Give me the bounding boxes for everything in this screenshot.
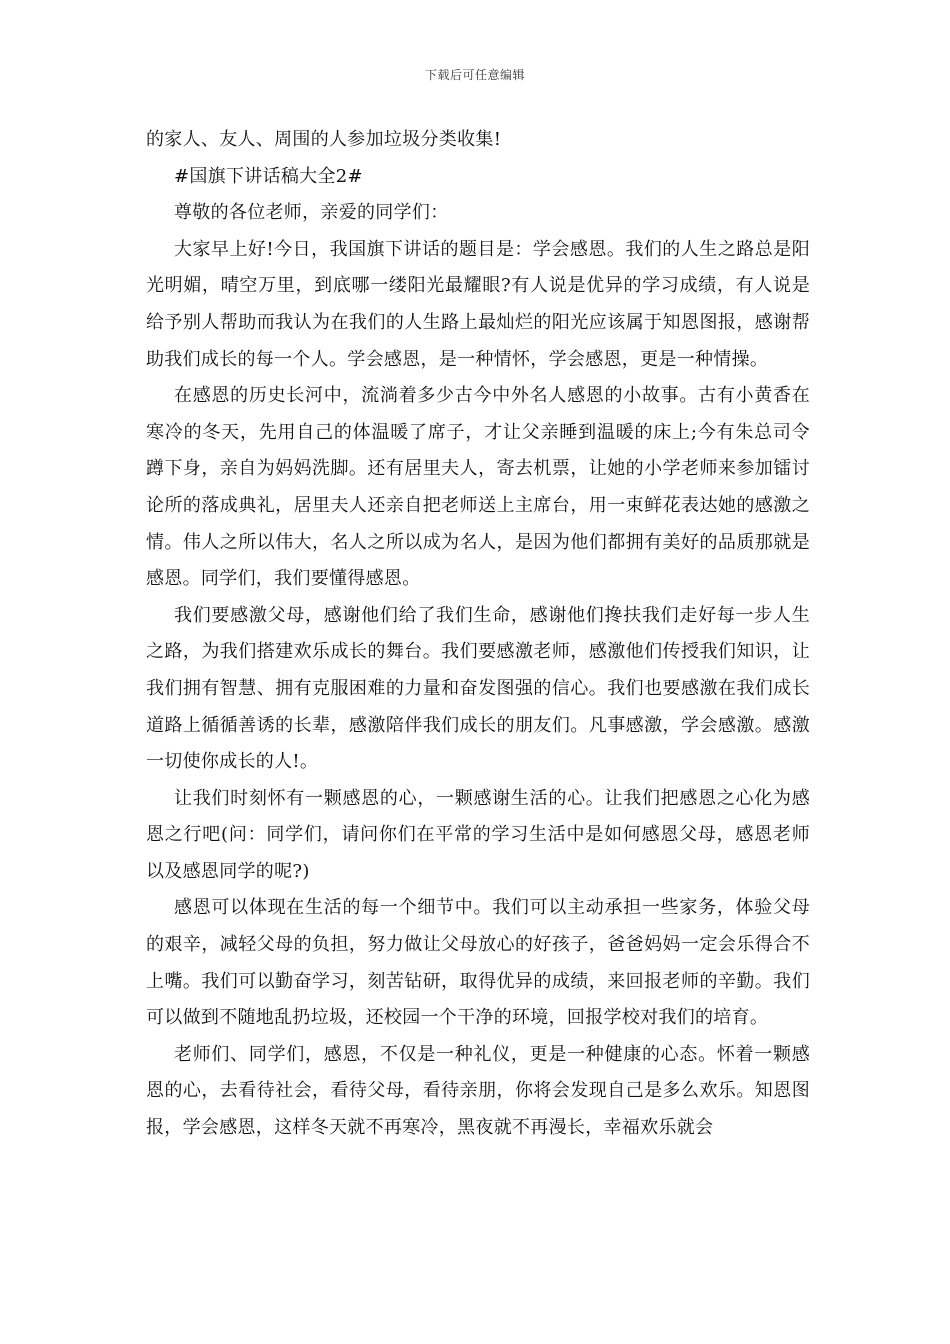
paragraph: 让我们时刻怀有一颗感恩的心，一颗感谢生活的心。让我们把感恩之心化为感恩之行吧(问：同学们，请问你们在平常的学习生活中是如何感恩父母，感恩老师以及感恩同学的呢?) <box>146 787 810 882</box>
salutation: 尊敬的各位老师，亲爱的同学们： <box>174 202 449 224</box>
page-header: 下载后可任意编辑 <box>424 68 525 82</box>
section-heading: #国旗下讲话稿大全2# <box>174 165 363 187</box>
paragraph: 感恩可以体现在生活的每一个细节中。我们可以主动承担一些家务，体验父母的艰辛，减轻父母的负担，努力做让父母放心的好孩子，爸爸妈妈一定会乐得合不上嘴。我们可以勤奋学习，刻苦钻研，取得优异的成绩，来回报老师的辛勤。我们可以做到不随地乱扔垃圾，还校园一个干净的环境，回报学校对我们的培育。 <box>146 897 810 1029</box>
paragraph: 大家早上好!今日，我国旗下讲话的题目是：学会感恩。我们的人生之路总是阳光明媚，晴空万里，到底哪一缕阳光最耀眼?有人说是优异的学习成绩，有人说是给予别人帮助而我认为在我们的人生路上最灿烂的阳光应该属于知恩图报，感谢帮助我们成长的每一个人。学会感恩，是一种情怀，学会感恩，更是一种情操。 <box>146 238 810 370</box>
paragraph-continuation: 的家人、友人、周围的人参加垃圾分类收集! <box>146 129 502 150</box>
paragraph: 我们要感激父母，感谢他们给了我们生命，感谢他们搀扶我们走好每一步人生之路，为我们搭建欢乐成长的舞台。我们要感激老师，感激他们传授我们知识，让我们拥有智慧、拥有克服困难的力量和奋发图强的信心。我们也要感激在我们成长道路上循循善诱的长辈，感激陪伴我们成长的朋友们。凡事感激，学会感激。感激一切使你成长的人!。 <box>146 604 810 773</box>
paragraph: 老师们、同学们，感恩，不仅是一种礼仪，更是一种健康的心态。怀着一颗感恩的心，去看待社会，看待父母，看待亲朋，你将会发现自己是多么欢乐。知恩图报，学会感恩，这样冬天就不再寒冷，黑夜就不再漫长，幸福欢乐就会 <box>146 1043 810 1139</box>
document-body <box>146 122 810 1147</box>
paragraph: 在感恩的历史长河中，流淌着多少古今中外名人感恩的小故事。古有小黄香在寒冷的冬天，先用自己的体温暖了席子，才让父亲睡到温暖的床上;今有朱总司令蹲下身，亲自为妈妈洗脚。还有居里夫人，寄去机票，让她的小学老师来参加镭讨论所的落成典礼，居里夫人还亲自把老师送上主席台，用一束鲜花表达她的感激之情。伟人之所以伟大，名人之所以成为名人，是因为他们都拥有美好的品质那就是感恩。同学们，我们要懂得感恩。 <box>146 385 810 590</box>
